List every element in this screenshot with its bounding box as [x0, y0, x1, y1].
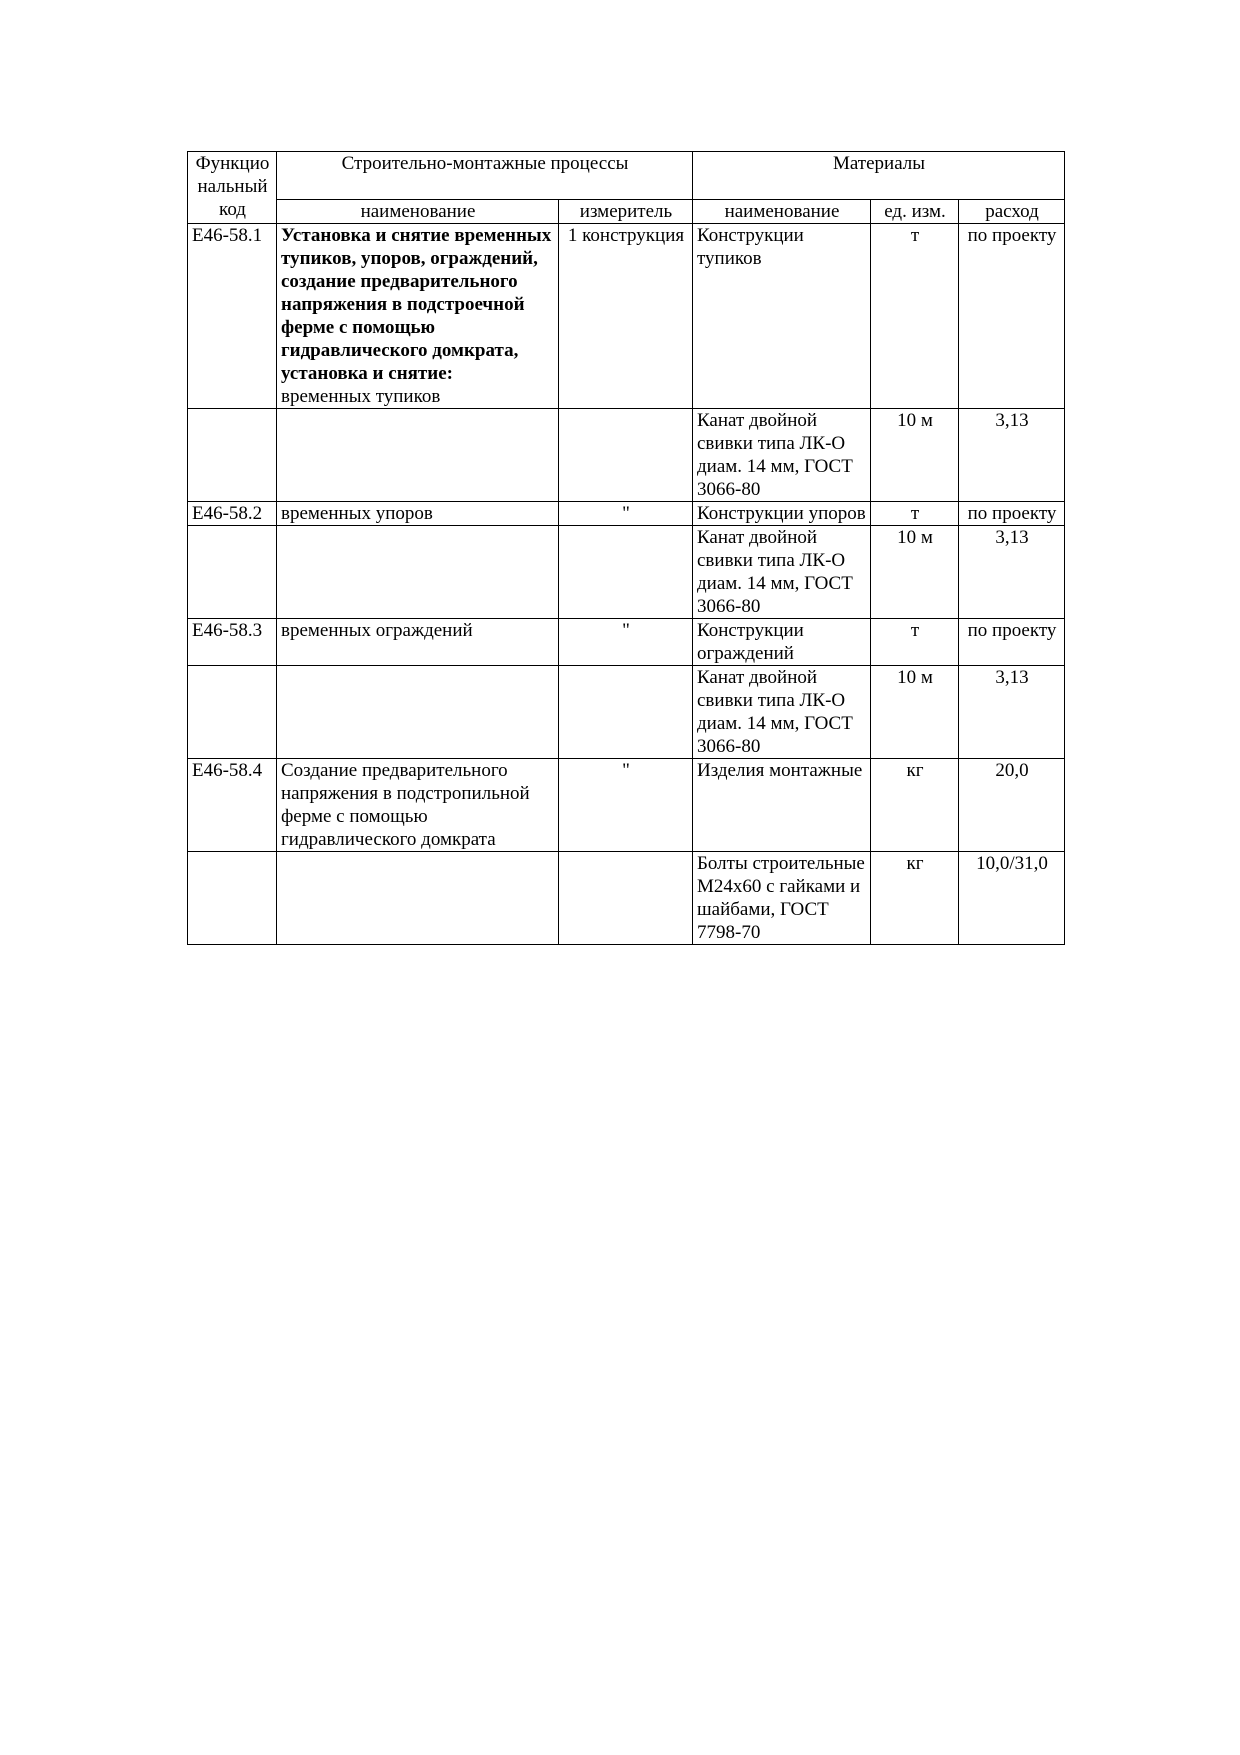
table-row — [188, 409, 1065, 502]
row-process-item: временных тупиков — [281, 386, 441, 407]
row-unit: " — [559, 759, 693, 852]
row-consumption: по проекту — [959, 502, 1065, 526]
row-consumption: 10,0/31,0 — [959, 852, 1065, 945]
row-mat-unit: т — [871, 224, 959, 409]
row-code: Е46-58.4 — [188, 759, 277, 852]
row-consumption: 20,0 — [959, 759, 1065, 852]
table-row — [188, 666, 1065, 759]
row-material: Канат двойной свивки типа ЛК-О диам. 14 мм, ГОСТ 3066-80 — [693, 666, 871, 759]
header-func-code-line2: нальный — [197, 176, 268, 197]
header-material-consumption: расход — [959, 200, 1065, 224]
row-code — [188, 409, 277, 502]
row-process — [277, 852, 559, 945]
row-material: Конструкции ограждений — [693, 619, 871, 666]
row-unit — [559, 666, 693, 759]
row-mat-unit: кг — [871, 852, 959, 945]
row-mat-unit: кг — [871, 759, 959, 852]
row-process — [277, 409, 559, 502]
row-mat-unit: 10 м — [871, 526, 959, 619]
row-unit — [559, 526, 693, 619]
row-unit: " — [559, 619, 693, 666]
row-unit: 1 конструкция — [559, 224, 693, 409]
row-material: Конструкции упоров — [693, 502, 871, 526]
row-process — [277, 526, 559, 619]
row-unit: " — [559, 502, 693, 526]
row-material: Канат двойной свивки типа ЛК-О диам. 14 мм, ГОСТ 3066-80 — [693, 526, 871, 619]
header-process-unit: измеритель — [559, 200, 693, 224]
row-mat-unit: т — [871, 619, 959, 666]
table-row — [188, 526, 1065, 619]
row-consumption: по проекту — [959, 224, 1065, 409]
table-row — [188, 224, 1065, 409]
row-process: Создание предварительного напряжения в подстропильной ферме с помощью гидравлического домкрата — [277, 759, 559, 852]
header-func-code-line1: Функцио — [195, 153, 270, 174]
row-code: Е46-58.2 — [188, 502, 277, 526]
row-consumption: 3,13 — [959, 526, 1065, 619]
row-process: временных ограждений — [277, 619, 559, 666]
row-unit — [559, 852, 693, 945]
row-code: Е46-58.1 — [188, 224, 277, 409]
row-code — [188, 852, 277, 945]
table-row — [188, 759, 1065, 852]
row-material: Конструкции тупиков — [693, 224, 871, 409]
row-material: Канат двойной свивки типа ЛК-О диам. 14 мм, ГОСТ 3066-80 — [693, 409, 871, 502]
row-consumption: по проекту — [959, 619, 1065, 666]
row-process — [277, 224, 559, 409]
header-func-code — [188, 152, 277, 224]
header-row-sub — [188, 200, 1065, 224]
row-unit — [559, 409, 693, 502]
row-consumption: 3,13 — [959, 409, 1065, 502]
row-code — [188, 526, 277, 619]
header-material-unit: ед. изм. — [871, 200, 959, 224]
row-mat-unit: 10 м — [871, 409, 959, 502]
row-process: временных упоров — [277, 502, 559, 526]
header-processes: Строительно-монтажные процессы — [277, 152, 693, 200]
header-process-name: наименование — [277, 200, 559, 224]
row-process — [277, 666, 559, 759]
row-material: Изделия монтажные — [693, 759, 871, 852]
header-material-name: наименование — [693, 200, 871, 224]
row-mat-unit: 10 м — [871, 666, 959, 759]
row-process-bold: Установка и снятие временных тупиков, упоров, ограждений, создание предварительного напряжения в подстроечной ферме с помощью гидравлического домкрата, установка и снятие: — [281, 225, 552, 384]
header-materials: Материалы — [693, 152, 1065, 200]
table-row — [188, 619, 1065, 666]
row-code: Е46-58.3 — [188, 619, 277, 666]
row-mat-unit: т — [871, 502, 959, 526]
row-material: Болты строительные М24х60 с гайками и шайбами, ГОСТ 7798-70 — [693, 852, 871, 945]
table-row — [188, 852, 1065, 945]
row-consumption: 3,13 — [959, 666, 1065, 759]
row-code — [188, 666, 277, 759]
norms-table — [187, 151, 1065, 945]
header-row-top — [188, 152, 1065, 200]
header-func-code-line3: код — [219, 199, 246, 220]
table-row — [188, 502, 1065, 526]
